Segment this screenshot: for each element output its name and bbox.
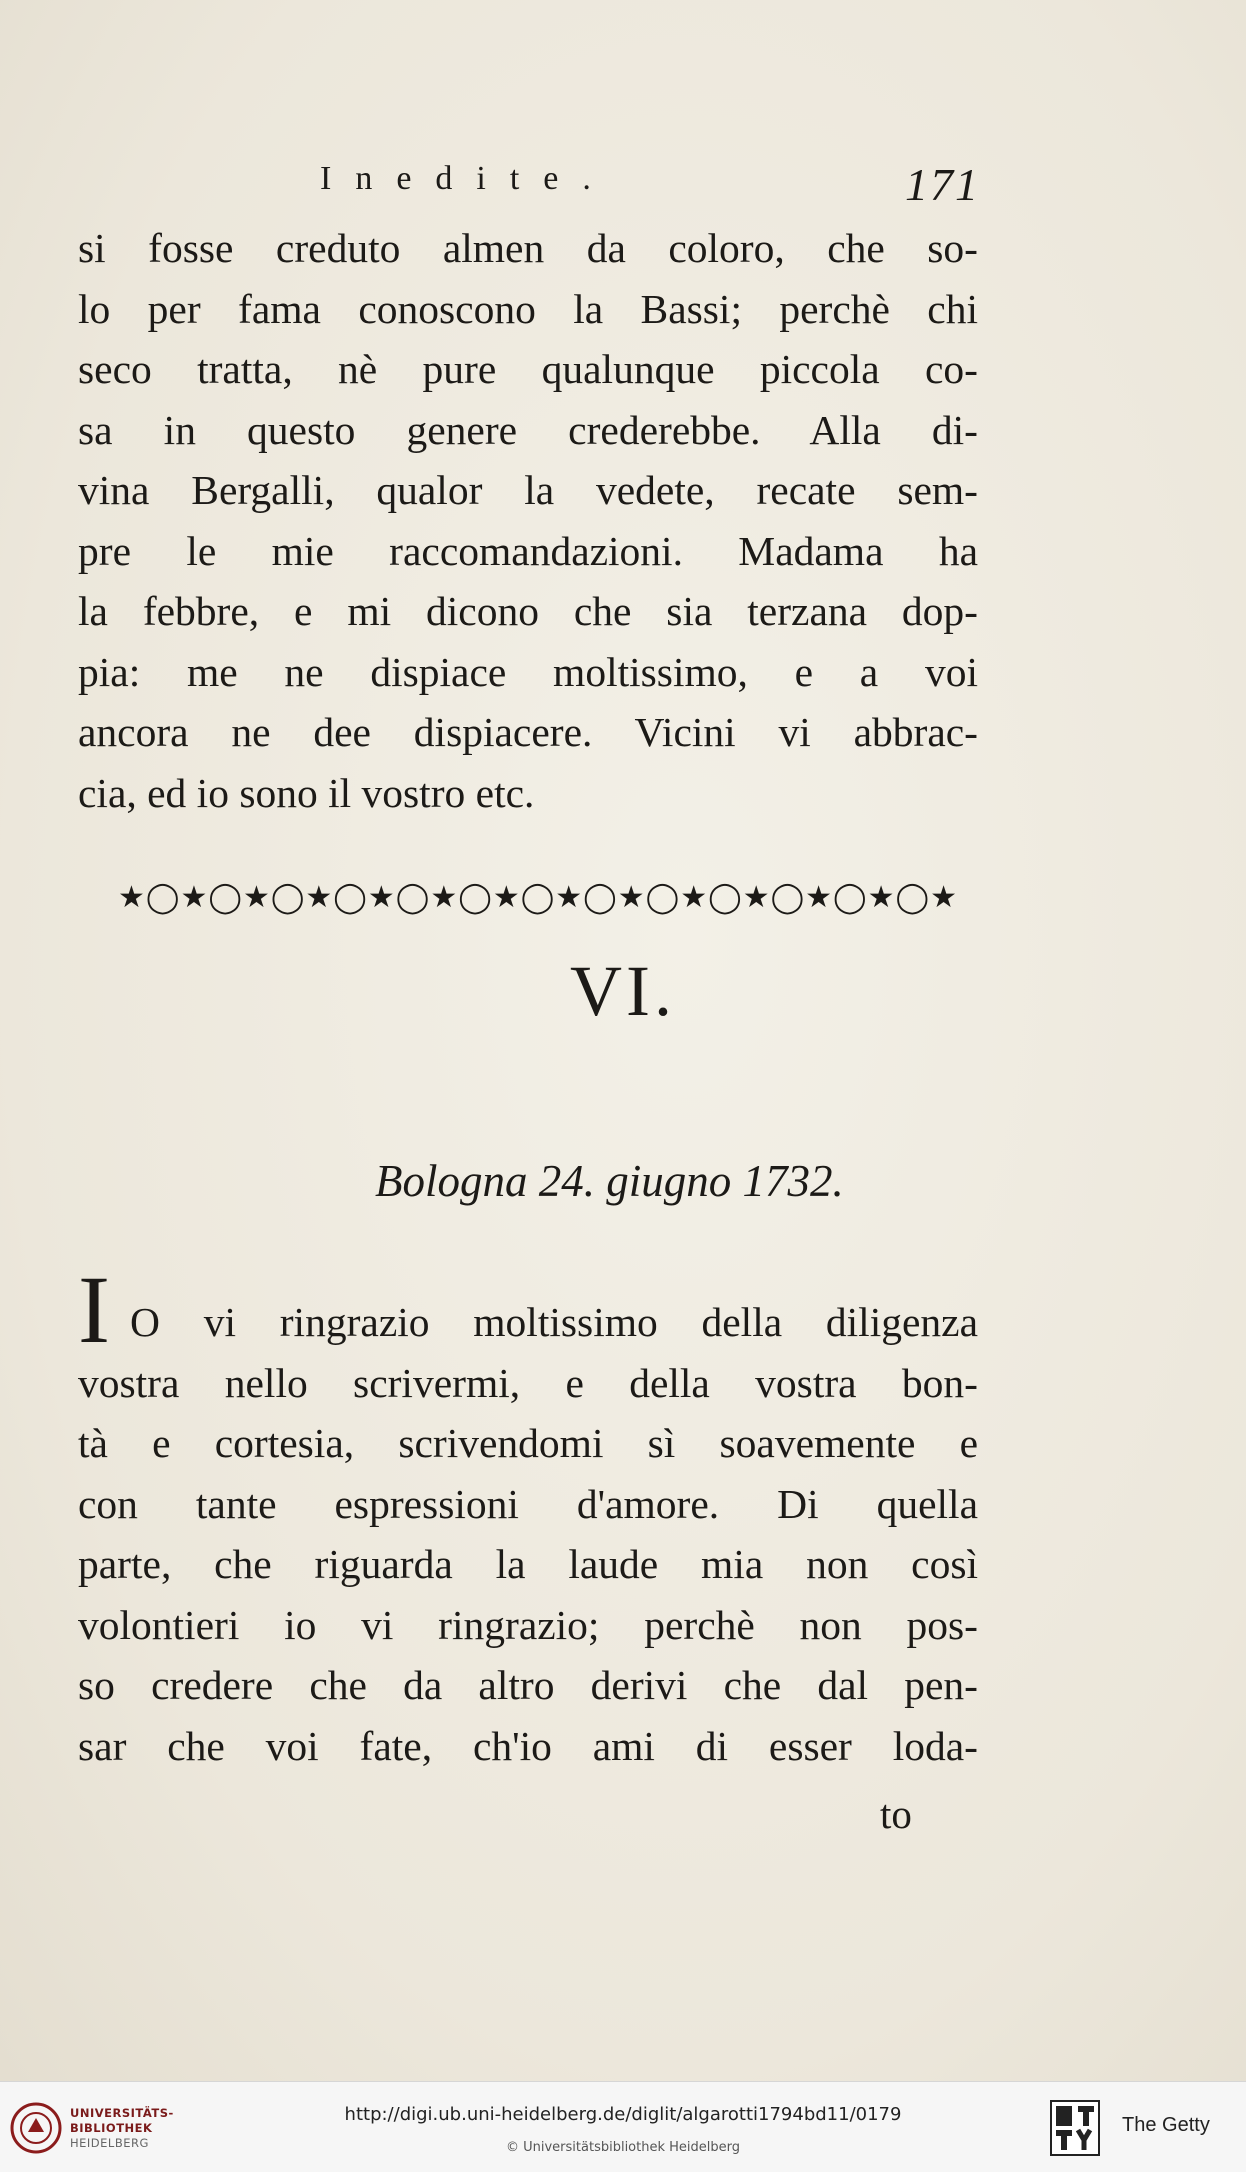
header-title: Inedite.: [320, 160, 615, 197]
drop-cap: I: [78, 1256, 110, 1363]
text-line: so credere che da altro derivi che dal pen-: [78, 1662, 978, 1708]
text-line: parte, che riguarda la laude mia non così: [78, 1541, 978, 1587]
catchword: to: [880, 1791, 912, 1837]
getty-logo-icon: [1050, 2100, 1100, 2156]
text-line: tà e cortesia, scrivendomi sì soavemente e: [78, 1420, 978, 1466]
permalink-url[interactable]: http://digi.ub.uni-heidelberg.de/diglit/algarotti1794bd11/0179: [344, 2104, 902, 2125]
text-line: si fosse creduto almen da coloro, che so-: [78, 225, 978, 271]
getty-name: The Getty: [1122, 2114, 1210, 2136]
dateline: Bologna 24. giugno 1732.: [375, 1156, 844, 1206]
paragraph-2: [78, 1292, 978, 1776]
viewer-footer: [0, 2081, 1246, 2172]
text-line: O vi ringrazio moltissimo della diligenza: [130, 1299, 978, 1345]
text-line: la febbre, e mi dicono che sia terzana dop-: [78, 588, 978, 634]
text-line: vostra nello scrivermi, e della vostra bon-: [78, 1359, 978, 1406]
ornament-divider: ★◯★◯★◯★◯★◯★◯★◯★◯★◯★◯★◯★◯★◯★: [118, 880, 958, 915]
running-header: [320, 160, 980, 210]
library-line: UNIVERSITÄTS-: [70, 2106, 174, 2120]
text-line: lo per fama conoscono la Bassi; perchè chi: [78, 285, 978, 332]
paragraph-1: [78, 218, 978, 823]
text-line: vina Bergalli, qualor la vedete, recate sem-: [78, 467, 978, 513]
text-line: seco tratta, nè pure qualunque piccola co-: [78, 346, 978, 392]
letter-number: VI.: [570, 951, 676, 1031]
text-line: pre le mie raccomandazioni. Madama ha: [78, 527, 978, 574]
text-line: sar che voi fate, ch'io ami di esser loda-: [78, 1722, 978, 1769]
text-line: ancora ne dee dispiacere. Vicini vi abbrac-: [78, 709, 978, 755]
library-line: BIBLIOTHEK: [70, 2121, 153, 2135]
text-line: pia: me ne dispiace moltissimo, e a voi: [78, 648, 978, 695]
library-line: HEIDELBERG: [70, 2136, 149, 2150]
copyright-notice: © Universitätsbibliothek Heidelberg: [505, 2140, 740, 2155]
text-line: cia, ed io sono il vostro etc.: [78, 769, 535, 816]
text-line: sa in questo genere crederebbe. Alla di-: [78, 406, 978, 453]
page-number: 171: [905, 159, 980, 210]
text-line: con tante espressioni d'amore. Di quella: [78, 1480, 978, 1527]
text-line: volontieri io vi ringrazio; perchè non pos-: [78, 1601, 978, 1648]
